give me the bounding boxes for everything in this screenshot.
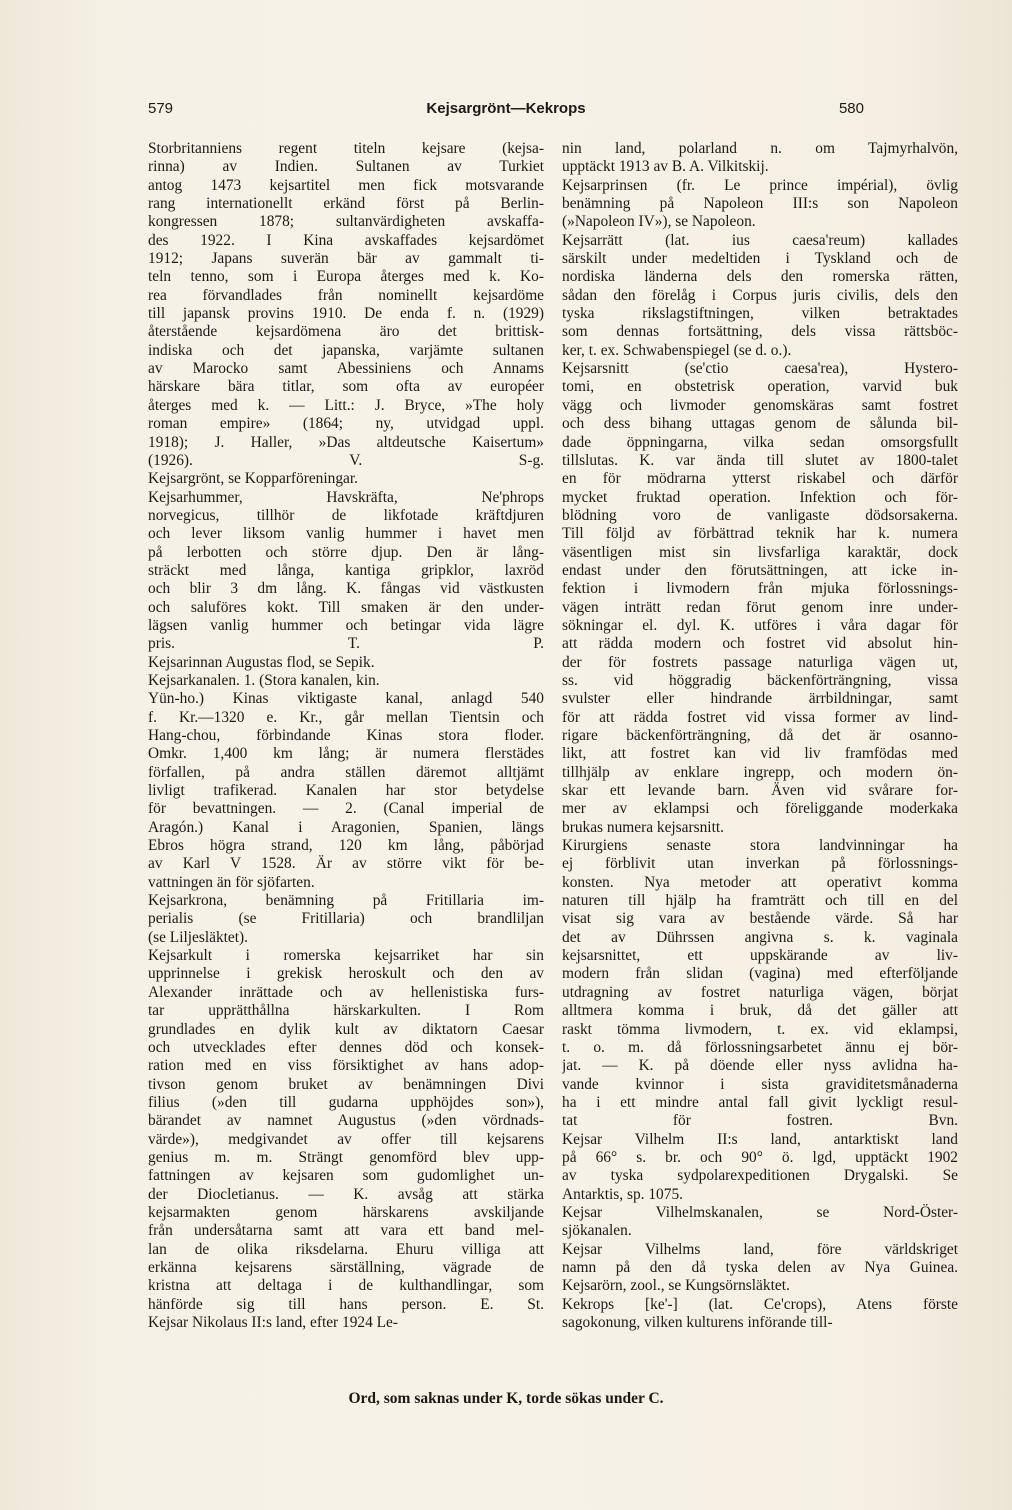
text-line: raskt tömma livmodern, t. ex. vid eklampsi, <box>562 1020 958 1038</box>
text-line: för bevattningen. — 2. (Canal imperial de <box>148 800 544 818</box>
text-line: ej förblivit utan inverkan på förlossnings- <box>562 855 958 873</box>
text-line: Kejsar Nikolaus II:s land, efter 1924 Le- <box>148 1314 399 1331</box>
text-line: av tyska sydpolarexpeditionen Drygalski. Se <box>562 1167 958 1185</box>
text-line: alltmera komma i bruk, då det gäller att <box>562 1002 958 1020</box>
text-line: rinna) av Indien. Sultanen av Turkiet <box>148 158 544 176</box>
text-line: utdragning av fostret naturliga vägen, börjat <box>562 983 958 1001</box>
text-line: blödning voro de vanligaste dödsorsakerna. <box>562 506 958 524</box>
text-line: f. Kr.—1320 e. Kr., går mellan Tientsin och <box>148 708 544 726</box>
right-column <box>562 140 958 1332</box>
text-line: hänförde sig till hans person. E. St. <box>148 1295 544 1313</box>
text-line: nordiska länderna dels den romerska rätten, <box>562 268 958 286</box>
text-line: jat. — K. på döende eller nyss avlidna ha- <box>562 1057 958 1075</box>
text-line: som dennas fortsättning, dels vissa rättsböc- <box>562 323 958 341</box>
text-line: 1912; Japans suverän bär av gammalt ti- <box>148 250 544 268</box>
text-line: Hang-chou, förbindande Kinas stora floder. <box>148 727 544 744</box>
text-line: des 1922. I Kina avskaffades kejsardömet <box>148 231 544 249</box>
text-line: sökningar el. dyl. K. utföres i våra dagar för <box>562 616 958 634</box>
text-line: Alexander inrättade och av hellenistiska furs- <box>148 983 544 1001</box>
text-line: sjökanalen. <box>562 1222 632 1240</box>
text-line: naturen till hjälp ha framträtt och till en del <box>562 892 958 910</box>
text-line: rigare bäckenförträngning, då det är osanno- <box>562 727 958 744</box>
text-line: återstående kejsardömena äro det brittisk- <box>148 323 544 341</box>
text-line: särskilt under medeltiden i Tyskland och de <box>562 250 958 268</box>
text-line: och lever liksom vanlig hummer i havet men <box>148 525 544 543</box>
text-line: vägen inträtt redan förut genom inre under- <box>562 598 958 616</box>
text-line: Kejsarörn, zool., se Kungsörnsläktet. <box>562 1277 790 1295</box>
text-line: sådan den förelåg i Corpus juris civilis, dels den <box>562 286 958 304</box>
text-line: skar ett levande barn. Även vid svårare for- <box>562 782 958 800</box>
running-header <box>148 100 864 124</box>
text-line: förfallen, på andra ställen däremot alltjämt <box>148 763 544 781</box>
text-line: lan de olika riksdelarna. Ehuru villiga att <box>148 1240 544 1258</box>
text-line: kejsarmakten genom härskarens avskiljande <box>148 1203 544 1221</box>
text-line: Kejsarprinsen (fr. Le prince impérial), övlig <box>562 176 958 194</box>
text-line: norvegicus, tillhör de likfotade kräftdjuren <box>148 506 544 524</box>
text-line: svulster eller hindrande ärrbildningar, samt <box>562 690 958 708</box>
text-line: bärandet av namnet Augustus (»den vördnads- <box>148 1112 544 1130</box>
text-line: erkänna kejsarens särställning, vägrade de <box>148 1258 544 1276</box>
text-line: sagokonung, vilken kulturens införande till- <box>562 1314 833 1331</box>
text-line: Antarktis, sp. 1075. <box>562 1185 683 1203</box>
text-line: ss. vid höggradig bäckenförträngning, vissa <box>562 671 958 689</box>
text-line: Kejsar Vilhelmskanalen, se Nord-Öster- <box>562 1203 958 1221</box>
page-number-left: 579 <box>148 100 174 117</box>
text-line: Ebros högra strand, 120 km lång, påbörjad <box>148 837 544 855</box>
text-line: Kejsar Vilhelm II:s land, antarktiskt land <box>562 1130 958 1148</box>
left-column <box>148 140 544 1332</box>
text-line: endast under den förutsättningen, att icke in- <box>562 561 958 579</box>
text-line: sträckt med långa, kantiga gripklor, laxröd <box>148 561 544 579</box>
text-line: rea förvandlades från nominellt kejsardöme <box>148 286 544 304</box>
page-number-right: 580 <box>838 100 864 117</box>
text-line: namn på den då tyska delen av Nya Guinea. <box>562 1258 958 1276</box>
text-line: återges med k. — Litt.: J. Bryce, »The holy <box>148 396 544 414</box>
text-line: rang internationellt erkänd först på Berlin- <box>148 195 544 213</box>
text-line: antog 1473 kejsartitel men fick motsvarande <box>148 176 544 194</box>
text-line: väsentligen mist sin livsfarliga karaktär, dock <box>562 543 958 561</box>
footer-note: Ord, som saknas under K, torde sökas under C. <box>348 1390 664 1407</box>
text-line: pris. T. P. <box>148 635 544 653</box>
text-line: Kekrops [ke'-] (lat. Ce'crops), Atens förste <box>562 1295 958 1313</box>
text-line: indiska och det japanska, varjämte sultanen <box>148 341 544 359</box>
text-line: kejsarsnittet, ett uppskärande av liv- <box>562 947 958 965</box>
text-line: på 66° s. br. och 90° ö. lgd, upptäckt 1902 <box>562 1148 958 1166</box>
text-line: och saluföres kokt. Till smaken är den under- <box>148 598 544 616</box>
text-line: tat för fostren. Bvn. <box>562 1112 958 1130</box>
text-line: kongressen 1878; sultanvärdigheten avskaffa- <box>148 213 544 231</box>
text-line: och utvecklades efter dennes död och konsek- <box>148 1038 544 1056</box>
text-line: likt, att fostret kan vid liv framfödas med <box>562 745 958 763</box>
text-line: 1918); J. Haller, »Das altdeutsche Kaisertum» <box>148 433 544 451</box>
text-line: mycket fruktad operation. Infektion och för- <box>562 488 958 506</box>
text-line: tyska rikslagstiftningen, vilken betraktades <box>562 305 958 323</box>
text-line: der Diocletianus. — K. avsåg att stärka <box>148 1185 544 1203</box>
text-line: härskare bära titlar, som ofta av européer <box>148 378 544 396</box>
text-line: livligt trafikerad. Kanalen har stor betydelse <box>148 782 544 800</box>
text-line: (se Liljesläktet). <box>148 928 249 946</box>
text-line: till japansk provins 1910. De enda f. n. (1929) <box>148 305 544 323</box>
text-line: fattningen av kejsaren som gudomlighet un- <box>148 1167 544 1185</box>
text-line: benämning på Napoleon III:s son Napoleon <box>562 195 958 213</box>
text-line: tivson genom bruket av benämningen Divi <box>148 1075 544 1093</box>
text-line: Kejsarkanalen. 1. (Stora kanalen, kin. <box>148 671 380 689</box>
text-line: der för fostrets passage naturliga vägen ut, <box>562 653 958 671</box>
text-line: och dess bihang uttagas genom de sålunda bil- <box>562 415 958 433</box>
text-line: Till följd av förbättrad teknik har k. numera <box>562 525 958 543</box>
text-line: perialis (se Fritillaria) och brandliljan <box>148 910 544 928</box>
text-line: det av Dührssen angivna s. k. vaginala <box>562 928 958 946</box>
text-line: att rädda modern och fostret vid absolut hin- <box>562 635 958 653</box>
text-line: ha i ett mindre antal fall givit lyckligt resul- <box>562 1093 958 1111</box>
text-line: ker, t. ex. Schwabenspiegel (se d. o.). <box>562 341 792 359</box>
text-line: tillhjälp av enklare ingrepp, och modern ön- <box>562 763 958 781</box>
text-line: en för mödrarna ytterst riskabel och därför <box>562 470 958 488</box>
text-line: Omkr. 1,400 km lång; är numera flerstädes <box>148 745 544 763</box>
text-line: Aragón.) Kanal i Aragonien, Spanien, längs <box>148 818 544 836</box>
text-line: Kejsarsnitt (se'ctio caesa'rea), Hystero- <box>562 360 958 378</box>
text-line: brukas numera kejsarsnitt. <box>562 818 724 836</box>
text-line: kristna att deltaga i de kulthandlingar, som <box>148 1277 544 1295</box>
text-line: upptäckt 1913 av B. A. Vilkitskij. <box>562 158 769 176</box>
text-line: visat sig vara av bestående värde. Så har <box>562 910 958 928</box>
text-line: mer av eklampsi och föreliggande moderkaka <box>562 800 958 818</box>
text-line: t. o. m. då förlossningsarbetet ännu ej bör- <box>562 1038 958 1056</box>
text-line: filius (»den till gudarna upphöjdes son»), <box>148 1093 544 1111</box>
text-line: genius m. m. Strängt genomförd blev upp- <box>148 1148 544 1166</box>
text-line: nin land, polarland n. om Tajmyrhalvön, <box>562 140 958 157</box>
text-line: ration med en viss försiktighet av hans adop- <box>148 1057 544 1075</box>
text-line: vägg och livmoder genomskäras samt fostret <box>562 396 958 414</box>
text-line: Kejsarkult i romerska kejsarriket har sin <box>148 947 544 965</box>
text-line: (»Napoleon IV»), se Napoleon. <box>562 213 756 231</box>
text-line: på lerbotten och större djup. Den är lång- <box>148 543 544 561</box>
text-line: dade öppningarna, vilka sedan omsorgsfullt <box>562 433 958 451</box>
text-line: konsten. Nya metoder att operativt komma <box>562 873 958 891</box>
text-line: för att rädda fostret vid vissa former av lind- <box>562 708 958 726</box>
text-line: teln tenno, som i Europa återges med k. Ko- <box>148 268 544 286</box>
text-line: tomi, en obstetrisk operation, varvid buk <box>562 378 958 396</box>
text-line: tillslutas. K. var ända till slutet av 1800-talet <box>562 451 958 469</box>
text-line: Kejsargrönt, se Kopparföreningar. <box>148 470 358 488</box>
text-line: fektion i livmodern från mjuka förlossnings- <box>562 580 958 598</box>
text-line: vattningen än för sjöfarten. <box>148 873 315 891</box>
text-line: Kejsarinnan Augustas flod, se Sepik. <box>148 653 375 671</box>
text-line: lägsen vanlig hummer och betingar vida lägre <box>148 616 544 634</box>
text-line: vande kvinnor i sista graviditetsmånaderna <box>562 1075 958 1093</box>
text-line: Kejsar Vilhelms land, före världskriget <box>562 1240 958 1258</box>
text-line: Storbritanniens regent titeln kejsare (kejsa- <box>148 140 544 157</box>
text-line: roman empire» (1864; ny, utvidgad uppl. <box>148 415 544 433</box>
text-line: modern från slidan (vagina) med efterföljande <box>562 965 958 983</box>
text-line: Kejsarrätt (lat. ius caesa'reum) kallades <box>562 231 958 249</box>
text-line: tar upprätthållna härskarkulten. I Rom <box>148 1002 544 1020</box>
text-line: från undersåtarna samt att vara ett band mel- <box>148 1222 544 1240</box>
text-line: Kirurgiens senaste stora landvinningar ha <box>562 837 958 855</box>
text-line: grundlades en dylik kult av diktatorn Caesar <box>148 1020 544 1038</box>
text-line: av Marocko samt Abessiniens och Annams <box>148 360 544 378</box>
text-line: (1926). V. S-g. <box>148 451 544 469</box>
text-line: av Karl V 1528. Är av större vikt för be- <box>148 855 544 873</box>
text-line: och blir 3 dm lång. K. fångas vid västkusten <box>148 580 544 598</box>
text-line: Kejsarhummer, Havskräfta, Ne'phrops <box>148 488 544 506</box>
text-line: Kejsarkrona, benämning på Fritillaria im- <box>148 892 544 910</box>
running-title: Kejsargrönt—Kekrops <box>426 100 586 117</box>
text-line: Yün-ho.) Kinas viktigaste kanal, anlagd 540 <box>148 690 544 708</box>
text-line: värde»), medgivandet av offer till kejsarens <box>148 1130 544 1148</box>
text-line: upprinnelse i grekisk heroskult och den av <box>148 965 544 983</box>
